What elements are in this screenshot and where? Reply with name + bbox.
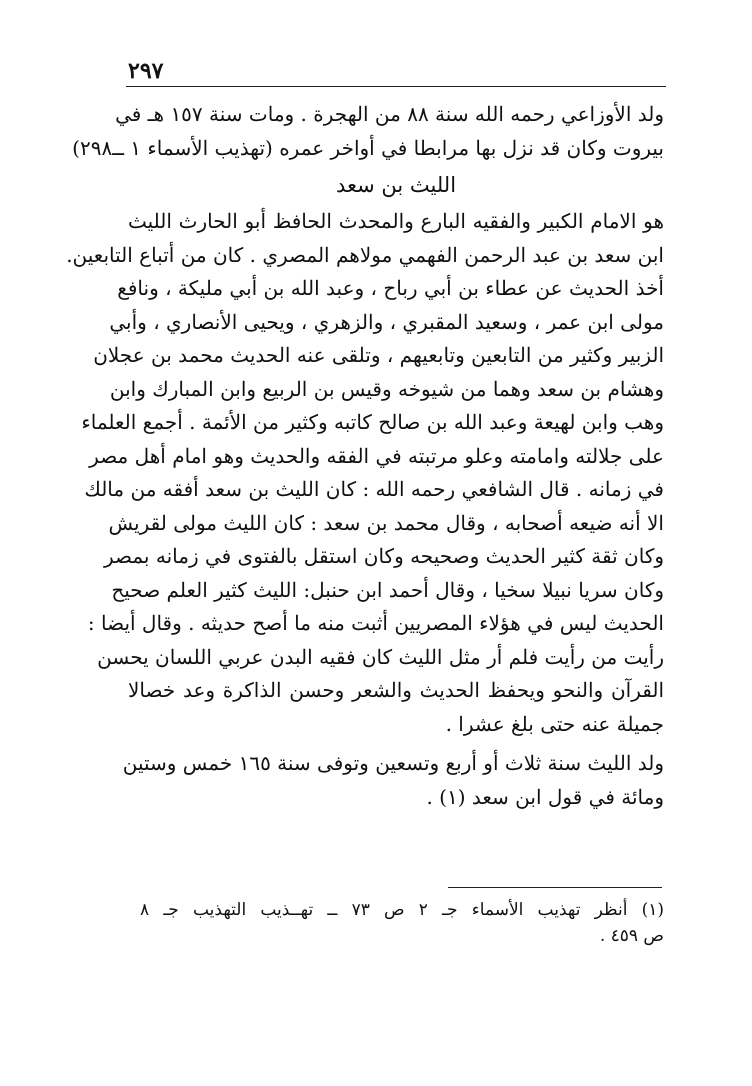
paragraph-birth — [122, 747, 664, 814]
text-line: القرآن والنحو ويحفظ الحديث والشعر وحسن الذاكرة وعد خصالا — [128, 678, 664, 702]
text-line: رأيت من رأيت فلم أر مثل الليث كان فقيه البدن عربي اللسان يحسن — [97, 644, 664, 669]
text-line: في زمانه . قال الشافعي رحمه الله : كان الليث بن سعد أفقه من مالك — [84, 477, 664, 501]
text-line: الزبير وكثير من التابعين وتابعيهم ، وتلقى عنه الحديث محمد بن عجلان — [93, 343, 664, 367]
text-line: وكان سريا نبيلا سخيا ، وقال أحمد ابن حنبل: الليث كثير العلم صحيح — [111, 577, 664, 602]
footnotes — [140, 897, 664, 949]
text-line: وهشام بن سعد وهما من شيوخه وقيس بن الربيع وابن المبارك وابن — [109, 376, 664, 401]
text-line: وكان ثقة كثير الحديث وصحيحه وكان استقل بالفتوى في زمانه بمصر — [103, 544, 664, 568]
text-line: ولد الليث سنة ثلاث أو أربع وتسعين وتوفى سنة ١٦٥ خمس وستين — [122, 751, 664, 775]
text-line: هو الامام الكبير والفقيه البارع والمحدث الحافظ أبو الحارث الليث — [128, 209, 664, 233]
header-rule — [126, 86, 666, 87]
body-text — [66, 98, 664, 814]
paragraph-awzai — [72, 98, 664, 165]
text-line: مولى ابن عمر ، وسعيد المقبري ، والزهري ، ويحيى الأنصاري ، وأبي — [109, 309, 664, 334]
footnote-line: ص ٤٥٩ . — [599, 926, 664, 946]
text-line: على جلالته وامامته وعلو مرتبته في الفقه والحديث وهو امام أهل مصر — [89, 443, 664, 468]
paragraph-laith — [66, 205, 664, 741]
text-line: أخذ الحديث عن عطاء بن أبي رباح ، وعبد الله بن أبي مليكة ، ونافع — [117, 276, 664, 300]
section-heading: الليث بن سعد — [335, 173, 457, 197]
text-line: وهب وابن لهيعة وعبد الله بن صالح كاتبه وكثير من الأئمة . أجمع العلماء — [81, 410, 664, 434]
text-line: بيروت وكان قد نزل بها مرابطا في أواخر عمره (تهذيب الأسماء ١ ــ٢٩٨) — [72, 135, 664, 160]
text-line: جميلة عنه حتى بلغ عشرا . — [445, 711, 664, 736]
text-line: ولد الأوزاعي رحمه الله سنة ٨٨ من الهجرة . ومات سنة ١٥٧ هـ في — [115, 102, 664, 126]
text-line: الا أنه ضيعه أصحابه ، وقال محمد بن سعد : كان الليث مولى لقريش — [108, 510, 664, 535]
text-line: ومائة في قول ابن سعد (١) . — [426, 784, 664, 809]
footnote-rule — [448, 887, 662, 888]
text-line: ابن سعد بن عبد الرحمن الفهمي مولاهم المصري . كان من أتباع التابعين. — [66, 242, 664, 267]
text-line: الحديث ليس في هؤلاء المصريين أثبت منه ما أصح حديثه . وقال أيضا : — [87, 611, 664, 635]
footnote-line: (١) أنظر تهذيب الأسماء جـ ٢ ص ٧٣ ــ تهــذيب التهذيب جـ ٨ — [140, 900, 665, 920]
page-number: ٢٩٧ — [128, 58, 164, 84]
